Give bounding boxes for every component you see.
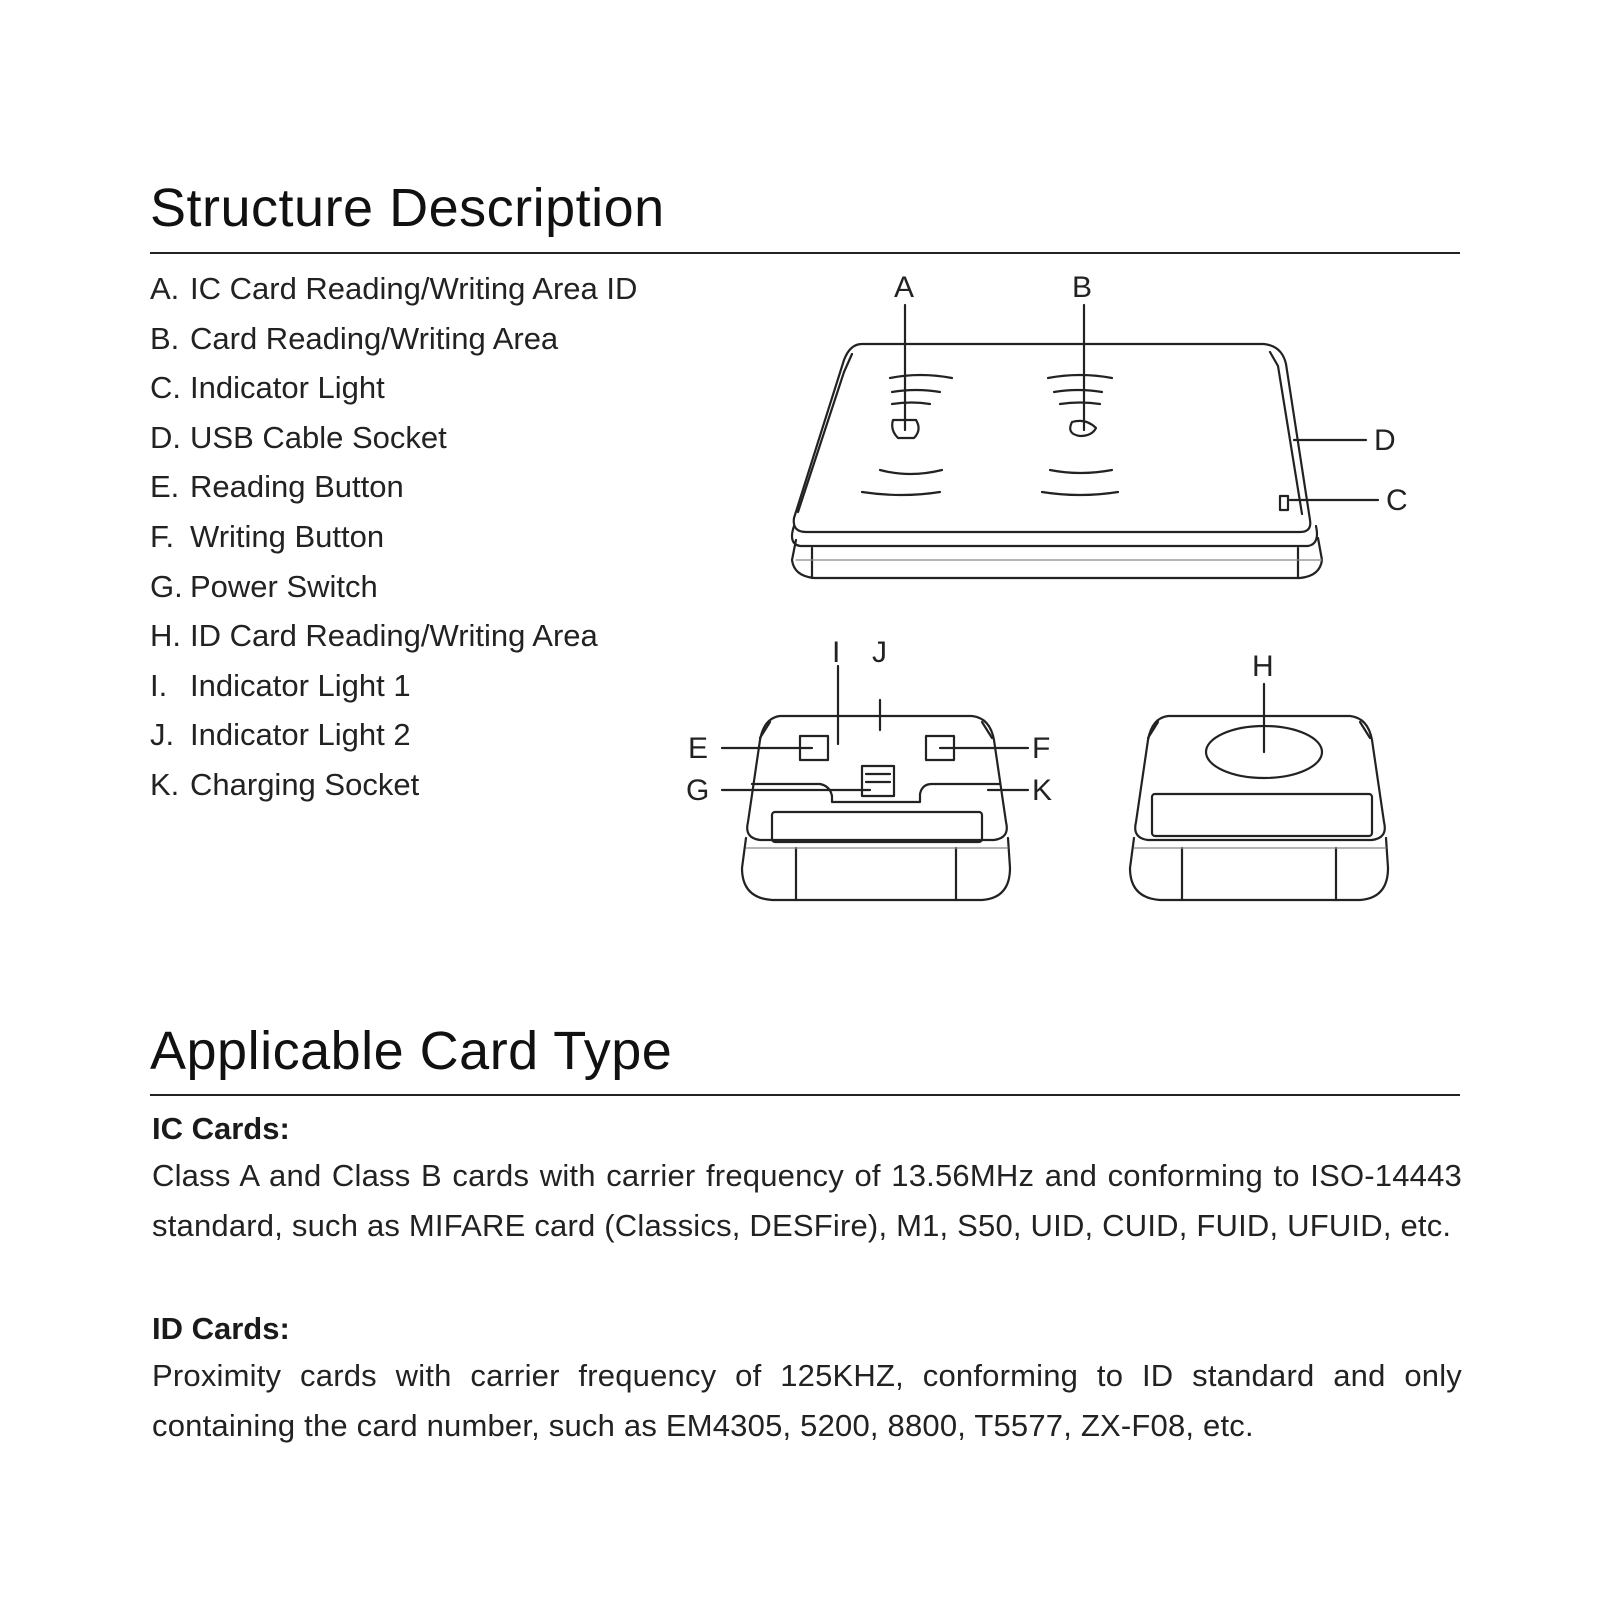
callout-j: J: [872, 636, 887, 669]
item-letter: H.: [150, 618, 181, 654]
structure-title: Structure Description: [150, 178, 665, 238]
item-letter: K.: [150, 766, 180, 802]
item-letter: F.: [150, 518, 175, 554]
item-text: IC Card Reading/Writing Area ID: [190, 271, 638, 306]
item-letter: D.: [150, 419, 181, 455]
item-text: USB Cable Socket: [190, 419, 447, 455]
main-reader-illustration: [792, 344, 1322, 578]
ic-area-symbol: [862, 375, 952, 495]
item-letter: C.: [150, 370, 181, 406]
item-text: Writing Button: [190, 518, 385, 554]
id-reader-illustration: [1130, 716, 1388, 900]
item-letter: I.: [150, 667, 168, 703]
item-text: Indicator Light: [190, 370, 385, 406]
item-letter: G.: [150, 568, 183, 604]
callout-f: F: [1032, 732, 1051, 765]
item-letter: J.: [150, 717, 175, 753]
ic-cards-heading: IC Cards:: [152, 1111, 290, 1146]
item-letter: A.: [150, 271, 180, 306]
callout-a: A: [894, 271, 915, 304]
callout-d: D: [1374, 424, 1396, 457]
item-text: Indicator Light 2: [190, 717, 411, 753]
callout-g: G: [686, 774, 710, 807]
item-text: Power Switch: [190, 568, 378, 604]
id-cards-section: [152, 1307, 1462, 1451]
item-text: ID Card Reading/Writing Area: [190, 618, 598, 654]
callout-b: B: [1072, 271, 1093, 304]
control-device-illustration: [742, 716, 1010, 900]
item-text: Card Reading/Writing Area: [190, 320, 559, 356]
callout-c: C: [1386, 484, 1408, 517]
item-text: Reading Button: [190, 469, 404, 505]
item-letter: E.: [150, 469, 180, 505]
indicator-light-c: [1280, 496, 1288, 510]
item-text: Charging Socket: [190, 766, 420, 802]
card-area-symbol: [1042, 375, 1118, 495]
ic-cards-description: Class A and Class B cards with carrier frequency of 13.56MHz and conforming to ISO-14443 standard, such as MIFARE card (Classics, DESFire), M1, S50, UID, CUID, FUID, UFUID, etc.: [152, 1158, 1462, 1243]
callout-h: H: [1252, 650, 1274, 683]
id-cards-heading: ID Cards:: [152, 1311, 290, 1346]
ic-cards-section: [152, 1107, 1462, 1251]
card-type-title: Applicable Card Type: [150, 1021, 673, 1081]
item-text: Indicator Light 1: [190, 667, 411, 703]
id-cards-description: Proximity cards with carrier frequency of 125KHZ, conforming to ID standard and only containing the card number, such as EM4305, 5200, 8800, T5577, ZX-F08, etc.: [152, 1358, 1462, 1443]
callout-i: I: [832, 636, 841, 669]
item-letter: B.: [150, 320, 180, 356]
callout-k: K: [1032, 774, 1053, 807]
card-type-divider: [150, 1094, 1460, 1096]
callout-e: E: [688, 732, 709, 765]
